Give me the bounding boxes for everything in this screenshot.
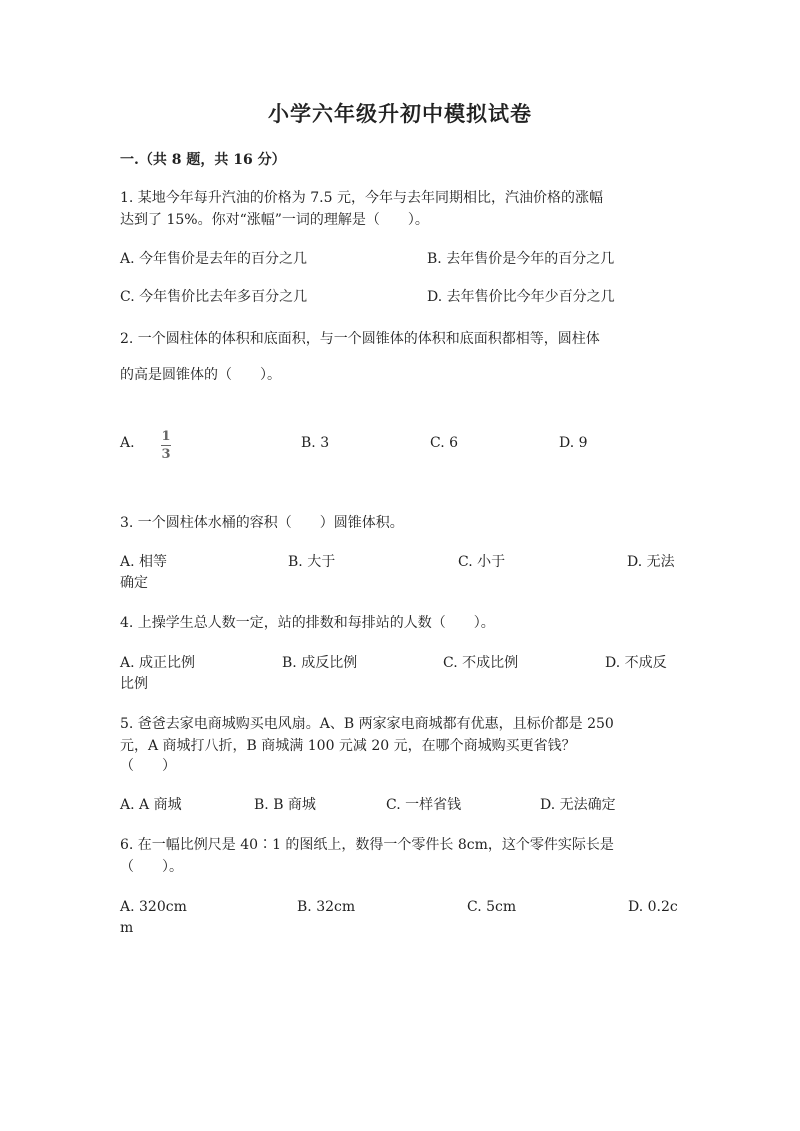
question-5-option-d: D. 无法确定 — [540, 797, 616, 813]
page-title: 小学六年级升初中模拟试卷 — [268, 101, 532, 126]
fraction-bar — [161, 445, 171, 446]
question-5-line-3: （ ） — [120, 758, 176, 774]
question-4-line-1: 4. 上操学生总人数一定，站的排数和每排站的人数（ ）。 — [120, 615, 495, 631]
question-6-line-1: 6. 在一幅比例尺是 40∶1 的图纸上，数得一个零件长 8cm，这个零件实际长是 — [120, 837, 614, 853]
question-6-option-d-line-1: D. 0.2c — [628, 899, 678, 915]
question-4-option-b: B. 成反比例 — [282, 655, 358, 671]
question-2-option-a-fraction — [161, 428, 171, 461]
question-4-option-a: A. 成正比例 — [120, 655, 196, 671]
question-5-line-2: 元，A 商城打八折，B 商城满 100 元减 20 元，在哪个商城购买更省钱？ — [120, 738, 576, 754]
question-2-line-1: 2. 一个圆柱体的体积和底面积，与一个圆锥体的体积和底面积都相等，圆柱体 — [120, 331, 600, 347]
question-3-option-d-line-1: D. 无法 — [627, 554, 675, 570]
question-2-line-2: 的高是圆锥体的（ ）。 — [120, 367, 281, 383]
question-5-option-a: A. A 商城 — [120, 797, 182, 813]
question-2-option-b: B. 3 — [301, 435, 330, 451]
question-5-option-c: C. 一样省钱 — [386, 797, 462, 813]
question-1-line-1: 1. 某地今年每升汽油的价格为 7.5 元，今年与去年同期相比，汽油价格的涨幅 — [120, 190, 603, 206]
question-2-option-c: C. 6 — [430, 435, 459, 451]
question-6-option-d-line-2: m — [120, 920, 134, 936]
question-6-option-b: B. 32cm — [297, 899, 356, 915]
question-6-line-2: （ ）。 — [120, 859, 183, 875]
question-3-line-1: 3. 一个圆柱体水桶的容积（ ）圆锥体积。 — [120, 515, 404, 531]
fraction-denominator: 3 — [161, 447, 171, 462]
question-1-line-2: 达到了 15%。你对“涨幅”一词的理解是（ ）。 — [120, 212, 429, 228]
question-5-line-1: 5. 爸爸去家电商城购买电风扇。A、B 两家家电商城都有优惠，且标价都是 250 — [120, 716, 614, 732]
question-6-option-c: C. 5cm — [467, 899, 517, 915]
question-4-option-d-line-1: D. 不成反 — [605, 655, 667, 671]
question-5-option-b: B. B 商城 — [254, 797, 316, 813]
question-1-option-a: A. 今年售价是去年的百分之几 — [120, 251, 308, 267]
question-2-option-d: D. 9 — [559, 435, 588, 451]
question-1-option-b: B. 去年售价是今年的百分之几 — [427, 251, 615, 267]
question-3-option-a: A. 相等 — [120, 554, 168, 570]
question-3-option-b: B. 大于 — [288, 554, 336, 570]
question-2-option-a-label: A. — [120, 435, 135, 451]
question-1-option-c: C. 今年售价比去年多百分之几 — [120, 289, 308, 305]
fraction-numerator: 1 — [161, 429, 171, 444]
question-6-option-a: A. 320cm — [120, 899, 187, 915]
question-4-option-d-line-2: 比例 — [120, 676, 148, 692]
question-3-option-d-line-2: 确定 — [120, 575, 148, 591]
section-heading: 一.（共 8 题，共 16 分） — [120, 152, 286, 168]
question-1-option-d: D. 去年售价比今年少百分之几 — [427, 289, 615, 305]
question-4-option-c: C. 不成比例 — [443, 655, 519, 671]
question-3-option-c: C. 小于 — [458, 554, 506, 570]
